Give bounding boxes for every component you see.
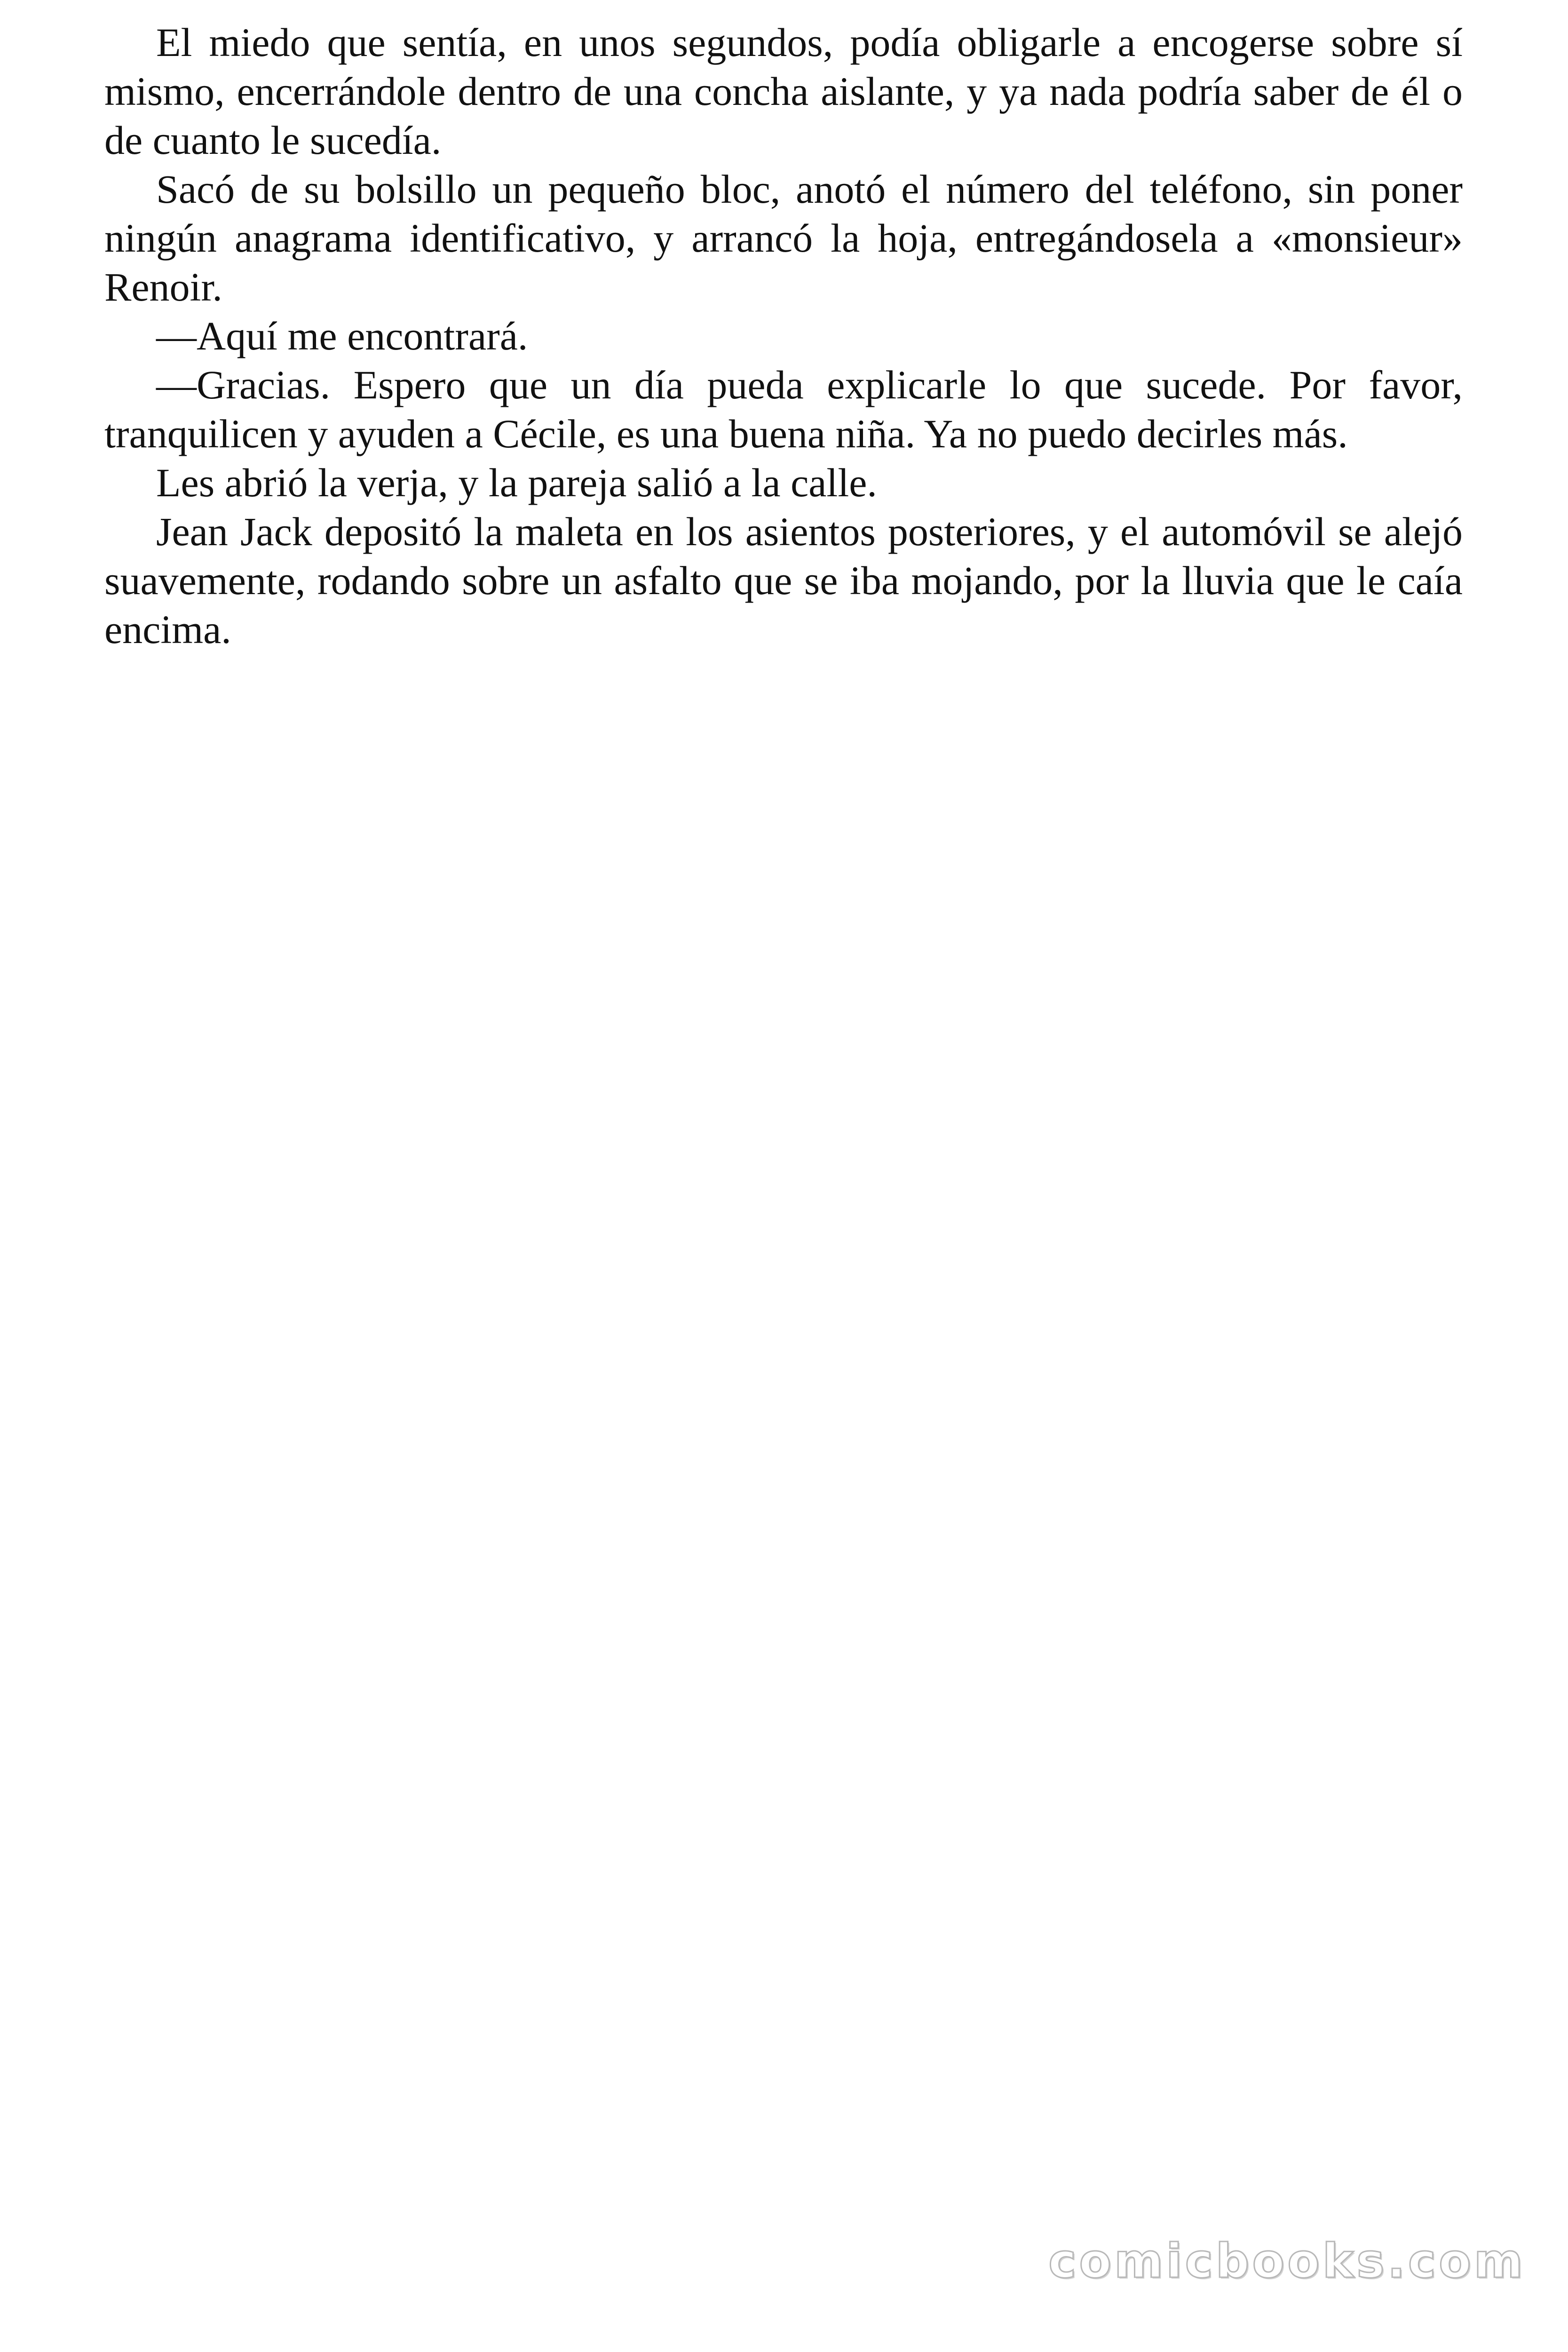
paragraph-4: —Gracias. Espero que un día pueda explicarle lo que sucede. Por favor, tranquilicen y ayuden a Cécile, es una buena niña. Ya no puedo decirles más.	[104, 362, 1463, 456]
paragraph-2: Sacó de su bolsillo un pequeño bloc, anotó el número del teléfono, sin poner ningún anagrama identificativo, y arrancó la hoja, entregándosela a «monsieur» Renoir.	[104, 167, 1463, 310]
watermark: comicbooks.com	[1048, 2233, 1526, 2288]
page-body	[104, 18, 1463, 654]
paragraph-5: Les abrió la verja, y la pareja salió a la calle.	[156, 460, 877, 505]
paragraph-6: Jean Jack depositó la maleta en los asientos posteriores, y el automóvil se alejó suavemente, rodando sobre un asfalto que se iba mojando, por la lluvia que le caía encima.	[104, 509, 1463, 652]
paragraph-1: El miedo que sentía, en unos segundos, podía obligarle a encogerse sobre sí mismo, encerrándole dentro de una concha aislante, y ya nada podría saber de él o de cuanto le sucedía.	[104, 20, 1463, 163]
paragraph-3: —Aquí me encontrará.	[156, 313, 528, 358]
